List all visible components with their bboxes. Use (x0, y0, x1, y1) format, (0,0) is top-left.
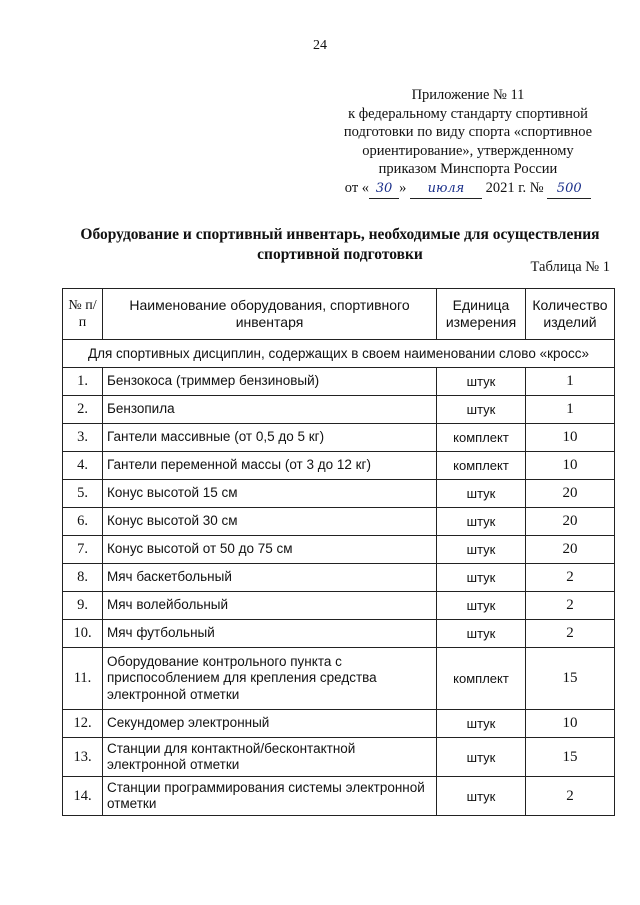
table-row (63, 452, 615, 480)
row-unit: штук (437, 564, 526, 592)
row-unit: штук (437, 738, 526, 777)
row-num: 5. (63, 480, 103, 508)
table-row (63, 620, 615, 648)
row-name: Конус высотой 15 см (103, 480, 437, 508)
row-name: Мяч футбольный (103, 620, 437, 648)
row-qty: 1 (526, 368, 615, 396)
row-name: Бензокоса (триммер бензиновый) (103, 368, 437, 396)
table-row (63, 592, 615, 620)
table-row (63, 738, 615, 777)
row-qty: 2 (526, 777, 615, 816)
row-unit: комплект (437, 424, 526, 452)
row-qty: 10 (526, 452, 615, 480)
row-name: Гантели переменной массы (от 3 до 12 кг) (103, 452, 437, 480)
appendix-line-1: Приложение № 11 (411, 87, 525, 103)
section-title: Для спортивных дисциплин, содержащих в своем наименовании слово «кросс» (63, 340, 615, 368)
header-qty: Количество изделий (526, 289, 615, 340)
row-num: 11. (63, 648, 103, 710)
row-unit: штук (437, 368, 526, 396)
row-name: Мяч волейбольный (103, 592, 437, 620)
row-name: Оборудование контрольного пункта с приспособлением для крепления средства электронной отметки (103, 648, 437, 710)
row-qty: 20 (526, 480, 615, 508)
row-num: 7. (63, 536, 103, 564)
row-num: 12. (63, 710, 103, 738)
row-unit: штук (437, 620, 526, 648)
row-num: 14. (63, 777, 103, 816)
appendix-line-3: подготовки по виду спорта «спортивное (343, 124, 593, 140)
row-unit: штук (437, 777, 526, 816)
table-row (63, 368, 615, 396)
row-num: 8. (63, 564, 103, 592)
row-num: 6. (63, 508, 103, 536)
section-row (63, 340, 615, 368)
row-num: 9. (63, 592, 103, 620)
row-num: 2. (63, 396, 103, 424)
inventory-table (62, 288, 615, 816)
row-name: Секундомер электронный (103, 710, 437, 738)
row-qty: 1 (526, 396, 615, 424)
row-unit: комплект (437, 452, 526, 480)
row-qty: 10 (526, 710, 615, 738)
row-unit: штук (437, 536, 526, 564)
document-title: Оборудование и спортивный инвентарь, необходимые для осуществления спортивной подготовки (80, 226, 600, 263)
header-unit: Единица измерения (437, 289, 526, 340)
row-unit: штук (437, 508, 526, 536)
row-unit: штук (437, 592, 526, 620)
order-date-line (320, 179, 616, 200)
date-year: 2021 г. № (485, 179, 544, 196)
row-qty: 2 (526, 592, 615, 620)
row-qty: 20 (526, 536, 615, 564)
table-label: Таблица № 1 (530, 259, 610, 275)
row-num: 13. (63, 738, 103, 777)
handwritten-order-number: 500 (547, 180, 591, 200)
table-row (63, 648, 615, 710)
table-row (63, 777, 615, 816)
row-num: 4. (63, 452, 103, 480)
date-prefix: от « (344, 179, 370, 196)
header-name: Наименование оборудования, спортивного инвентаря (103, 289, 437, 340)
table-row (63, 424, 615, 452)
row-num: 3. (63, 424, 103, 452)
row-name: Конус высотой 30 см (103, 508, 437, 536)
handwritten-month: июля (410, 180, 482, 200)
row-unit: штук (437, 396, 526, 424)
page-number: 24 (313, 38, 327, 53)
row-unit: штук (437, 710, 526, 738)
appendix-line-2: к федеральному стандарту спортивной (348, 105, 588, 122)
appendix-block (320, 86, 616, 199)
table-row (63, 564, 615, 592)
table-row (63, 396, 615, 424)
row-qty: 15 (526, 738, 615, 777)
row-name: Конус высотой от 50 до 75 см (103, 536, 437, 564)
row-qty: 20 (526, 508, 615, 536)
row-num: 1. (63, 368, 103, 396)
row-name: Гантели массивные (от 0,5 до 5 кг) (103, 424, 437, 452)
header-num: № п/п (63, 289, 103, 340)
table-row (63, 480, 615, 508)
row-unit: комплект (437, 648, 526, 710)
appendix-line-4: ориентирование», утвержденному (362, 142, 574, 159)
row-name: Мяч баскетбольный (103, 564, 437, 592)
row-num: 10. (63, 620, 103, 648)
appendix-line-5: приказом Минспорта России (378, 161, 558, 177)
table-row (63, 536, 615, 564)
row-qty: 10 (526, 424, 615, 452)
row-qty: 2 (526, 620, 615, 648)
date-mid: » (399, 179, 407, 196)
row-qty: 2 (526, 564, 615, 592)
row-name: Бензопила (103, 396, 437, 424)
row-name: Станции для контактной/бесконтактной электронной отметки (103, 738, 437, 777)
handwritten-day: 30 (369, 180, 399, 200)
table-row (63, 710, 615, 738)
row-name: Станции программирования системы электронной отметки (103, 777, 437, 816)
table-header-row (63, 289, 615, 340)
row-qty: 15 (526, 648, 615, 710)
row-unit: штук (437, 480, 526, 508)
table-row (63, 508, 615, 536)
